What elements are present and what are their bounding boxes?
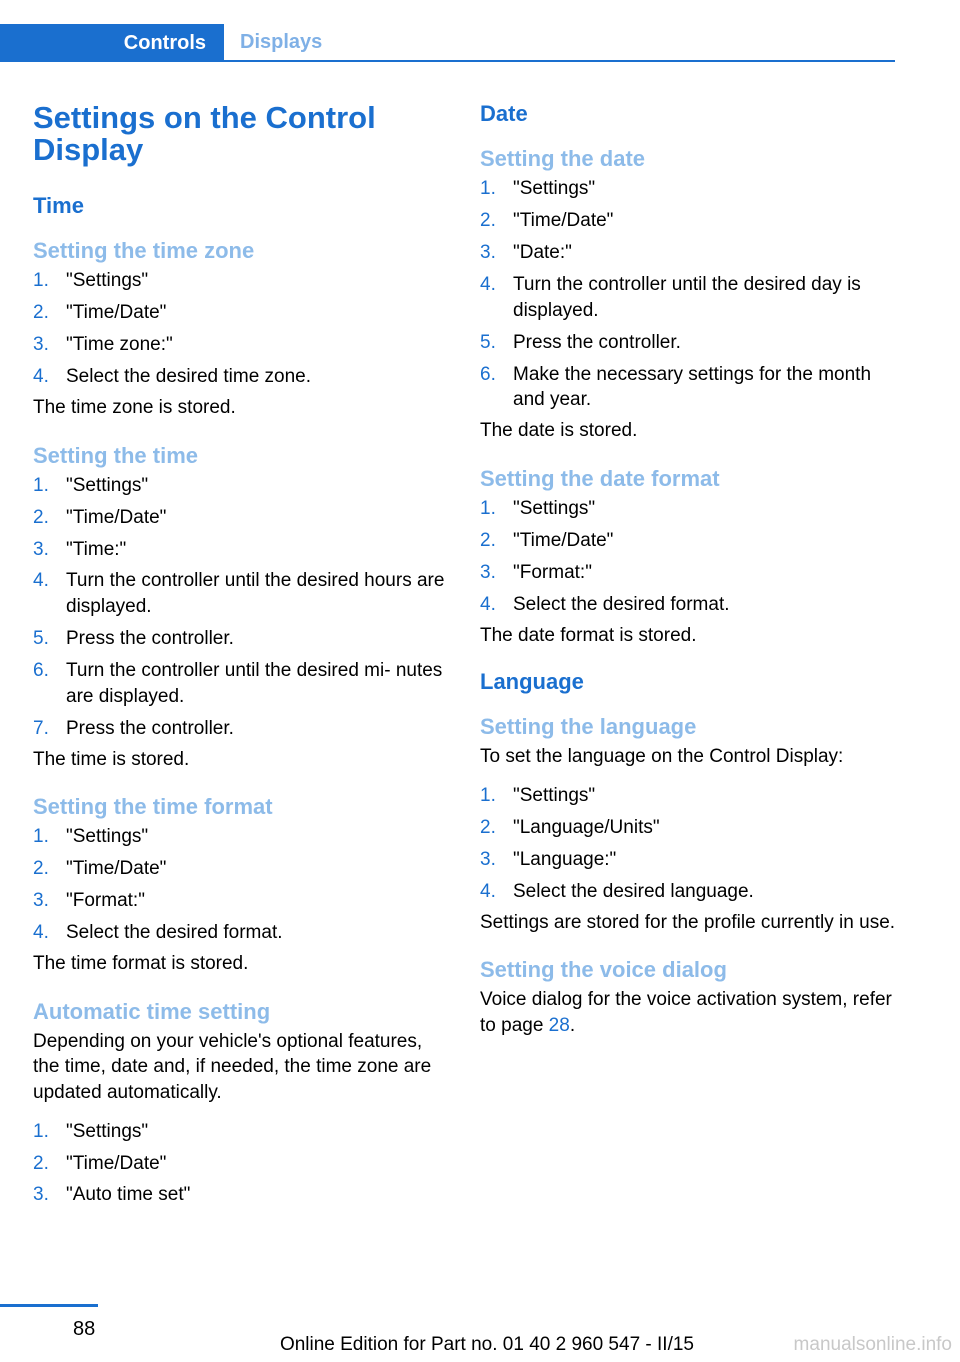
- step-number: 3.: [33, 890, 49, 912]
- step-text: "Settings": [513, 784, 596, 806]
- step-number: 2.: [33, 1152, 49, 1174]
- step-number: 6.: [480, 363, 496, 385]
- step-text: "Settings": [513, 178, 596, 199]
- list-item: [480, 496, 898, 522]
- step-text: "Settings": [513, 497, 596, 519]
- step-text: "Auto time set": [66, 1184, 191, 1206]
- step-text: "Settings": [66, 474, 149, 496]
- step-number: 3.: [480, 848, 496, 870]
- step-number: 3.: [480, 561, 496, 583]
- step-number: 7.: [33, 717, 49, 739]
- step-number: 4.: [480, 880, 496, 902]
- list-item: [33, 332, 451, 358]
- right-column: [480, 100, 898, 1059]
- text-voice-dialog: [480, 987, 898, 1038]
- step-number: 1.: [33, 826, 49, 848]
- header-rule: [0, 60, 895, 62]
- steps-date-format: [480, 496, 898, 618]
- steps-automatic-time: [33, 1119, 451, 1209]
- intro-automatic-time: Depending on your vehicle's optional features, the time, date and, if needed, the time zone are updated automatically.: [33, 1030, 432, 1103]
- step-text: "Language:": [513, 848, 617, 870]
- list-item: [33, 888, 451, 914]
- steps-time: [33, 473, 451, 742]
- subheading-date-format: Setting the date format: [480, 465, 720, 491]
- list-item: [33, 473, 451, 499]
- tab-displays[interactable]: Displays: [240, 30, 323, 53]
- list-item: [33, 920, 451, 946]
- result-time-zone: The time zone is stored.: [33, 396, 236, 418]
- list-item: [33, 824, 451, 850]
- step-text: Select the desired format.: [513, 593, 730, 615]
- header-tabs: [0, 24, 895, 62]
- list-item: [480, 592, 898, 618]
- steps-time-format: [33, 824, 451, 946]
- step-number: 1.: [33, 1120, 49, 1142]
- section-heading-time: Time: [33, 193, 84, 218]
- step-text: Select the desired format.: [66, 922, 283, 944]
- step-text: "Format:": [66, 890, 145, 912]
- list-item: [480, 815, 898, 841]
- tab-controls[interactable]: Controls: [0, 24, 224, 62]
- list-item: [33, 505, 451, 531]
- list-item: [480, 560, 898, 586]
- result-time-format: The time format is stored.: [33, 953, 249, 975]
- step-number: 6.: [33, 660, 49, 682]
- step-text: "Time zone:": [66, 333, 173, 355]
- result-date-format: The date format is stored.: [480, 624, 697, 646]
- list-item: [33, 537, 451, 563]
- step-number: 2.: [33, 506, 49, 528]
- step-text: Turn the controller until the desired day is displayed.: [513, 273, 861, 321]
- step-number: 1.: [33, 270, 49, 291]
- list-item: [480, 240, 898, 266]
- step-text: "Time:": [66, 538, 127, 560]
- result-language: Settings are stored for the profile currently in use.: [480, 911, 896, 933]
- section-heading-language: Language: [480, 669, 584, 695]
- step-text: "Time/Date": [66, 301, 167, 323]
- step-number: 3.: [33, 333, 49, 355]
- step-text: "Time/Date": [66, 1152, 167, 1174]
- subheading-voice-dialog: Setting the voice dialog: [480, 957, 727, 983]
- list-item: [33, 364, 451, 390]
- list-item: [480, 330, 898, 356]
- step-text: "Language/Units": [513, 816, 660, 838]
- step-number: 2.: [33, 858, 49, 880]
- step-text: "Time/Date": [513, 209, 614, 231]
- step-number: 3.: [480, 241, 496, 263]
- intro-language: To set the language on the Control Display:: [480, 746, 844, 768]
- step-number: 1.: [33, 474, 49, 496]
- step-text: Press the controller.: [66, 717, 234, 739]
- step-text: "Time/Date": [513, 529, 614, 551]
- step-text: "Date:": [513, 241, 572, 263]
- step-number: 1.: [480, 784, 496, 806]
- step-number: 3.: [33, 538, 49, 560]
- step-text: Select the desired time zone.: [66, 365, 312, 387]
- step-text: "Settings": [66, 1120, 149, 1142]
- voice-text-before: Voice dialog for the voice activation system, refer to page: [480, 989, 892, 1036]
- steps-time-zone: [33, 268, 451, 390]
- list-item: [480, 847, 898, 873]
- list-item: [480, 528, 898, 554]
- step-number: 2.: [480, 816, 496, 838]
- step-number: 2.: [480, 529, 496, 551]
- list-item: [480, 783, 898, 809]
- step-text: Turn the controller until the desired mi‐ nutes are displayed.: [66, 660, 443, 707]
- subheading-time: Setting the time: [33, 442, 199, 468]
- step-number: 5.: [480, 331, 496, 353]
- step-number: 1.: [480, 178, 496, 199]
- list-item: [33, 856, 451, 882]
- step-number: 5.: [33, 628, 49, 650]
- list-item: [480, 176, 898, 202]
- subheading-time-zone: Setting the time zone: [33, 238, 255, 263]
- list-item: [33, 568, 451, 619]
- step-number: 1.: [480, 497, 496, 519]
- page-title: Settings on the Control Display: [33, 100, 376, 167]
- page-number: 88: [73, 1318, 96, 1340]
- list-item: [33, 300, 451, 326]
- step-number: 4.: [33, 570, 49, 592]
- subheading-automatic-time: Automatic time setting: [33, 998, 271, 1024]
- step-text: "Format:": [513, 561, 592, 583]
- subheading-time-format: Setting the time format: [33, 794, 273, 820]
- list-item: [33, 1151, 451, 1177]
- edition-info: Online Edition for Part no. 01 40 2 960 547 - II/15: [279, 1334, 694, 1355]
- step-number: 3.: [33, 1184, 49, 1206]
- section-heading-date: Date: [480, 101, 528, 126]
- result-date: The date is stored.: [480, 420, 638, 442]
- voice-text-after: .: [569, 1014, 576, 1036]
- step-number: 4.: [480, 593, 496, 615]
- list-item: [480, 208, 898, 234]
- list-item: [480, 272, 898, 323]
- page-link-28[interactable]: 28: [548, 1014, 570, 1036]
- step-text: Turn the controller until the desired hours are displayed.: [66, 570, 445, 618]
- step-text: Make the necessary settings for the month and year.: [513, 363, 872, 411]
- step-number: 2.: [33, 301, 49, 323]
- step-text: Select the desired language.: [513, 880, 754, 902]
- steps-language: [480, 783, 898, 905]
- list-item: [33, 1182, 451, 1208]
- step-number: 2.: [480, 209, 496, 231]
- result-time: The time is stored.: [33, 748, 190, 770]
- list-item: [33, 268, 451, 294]
- list-item: [33, 1119, 451, 1145]
- subheading-date: Setting the date: [480, 146, 646, 171]
- step-text: "Time/Date": [66, 506, 167, 528]
- footer-rule: [0, 1304, 98, 1307]
- subheading-language: Setting the language: [480, 714, 697, 740]
- step-number: 4.: [480, 273, 496, 295]
- step-text: "Settings": [66, 270, 149, 291]
- step-text: "Time/Date": [66, 858, 167, 880]
- list-item: [480, 362, 898, 413]
- step-text: Press the controller.: [513, 331, 681, 353]
- list-item: [33, 626, 451, 652]
- watermark: manualsonline.info: [793, 1334, 952, 1355]
- left-column: [33, 100, 451, 1214]
- list-item: [33, 658, 451, 709]
- list-item: [33, 716, 451, 742]
- step-number: 4.: [33, 922, 49, 944]
- steps-date: [480, 176, 898, 413]
- step-text: "Settings": [66, 826, 149, 848]
- list-item: [480, 879, 898, 905]
- step-number: 4.: [33, 365, 49, 387]
- step-text: Press the controller.: [66, 628, 234, 650]
